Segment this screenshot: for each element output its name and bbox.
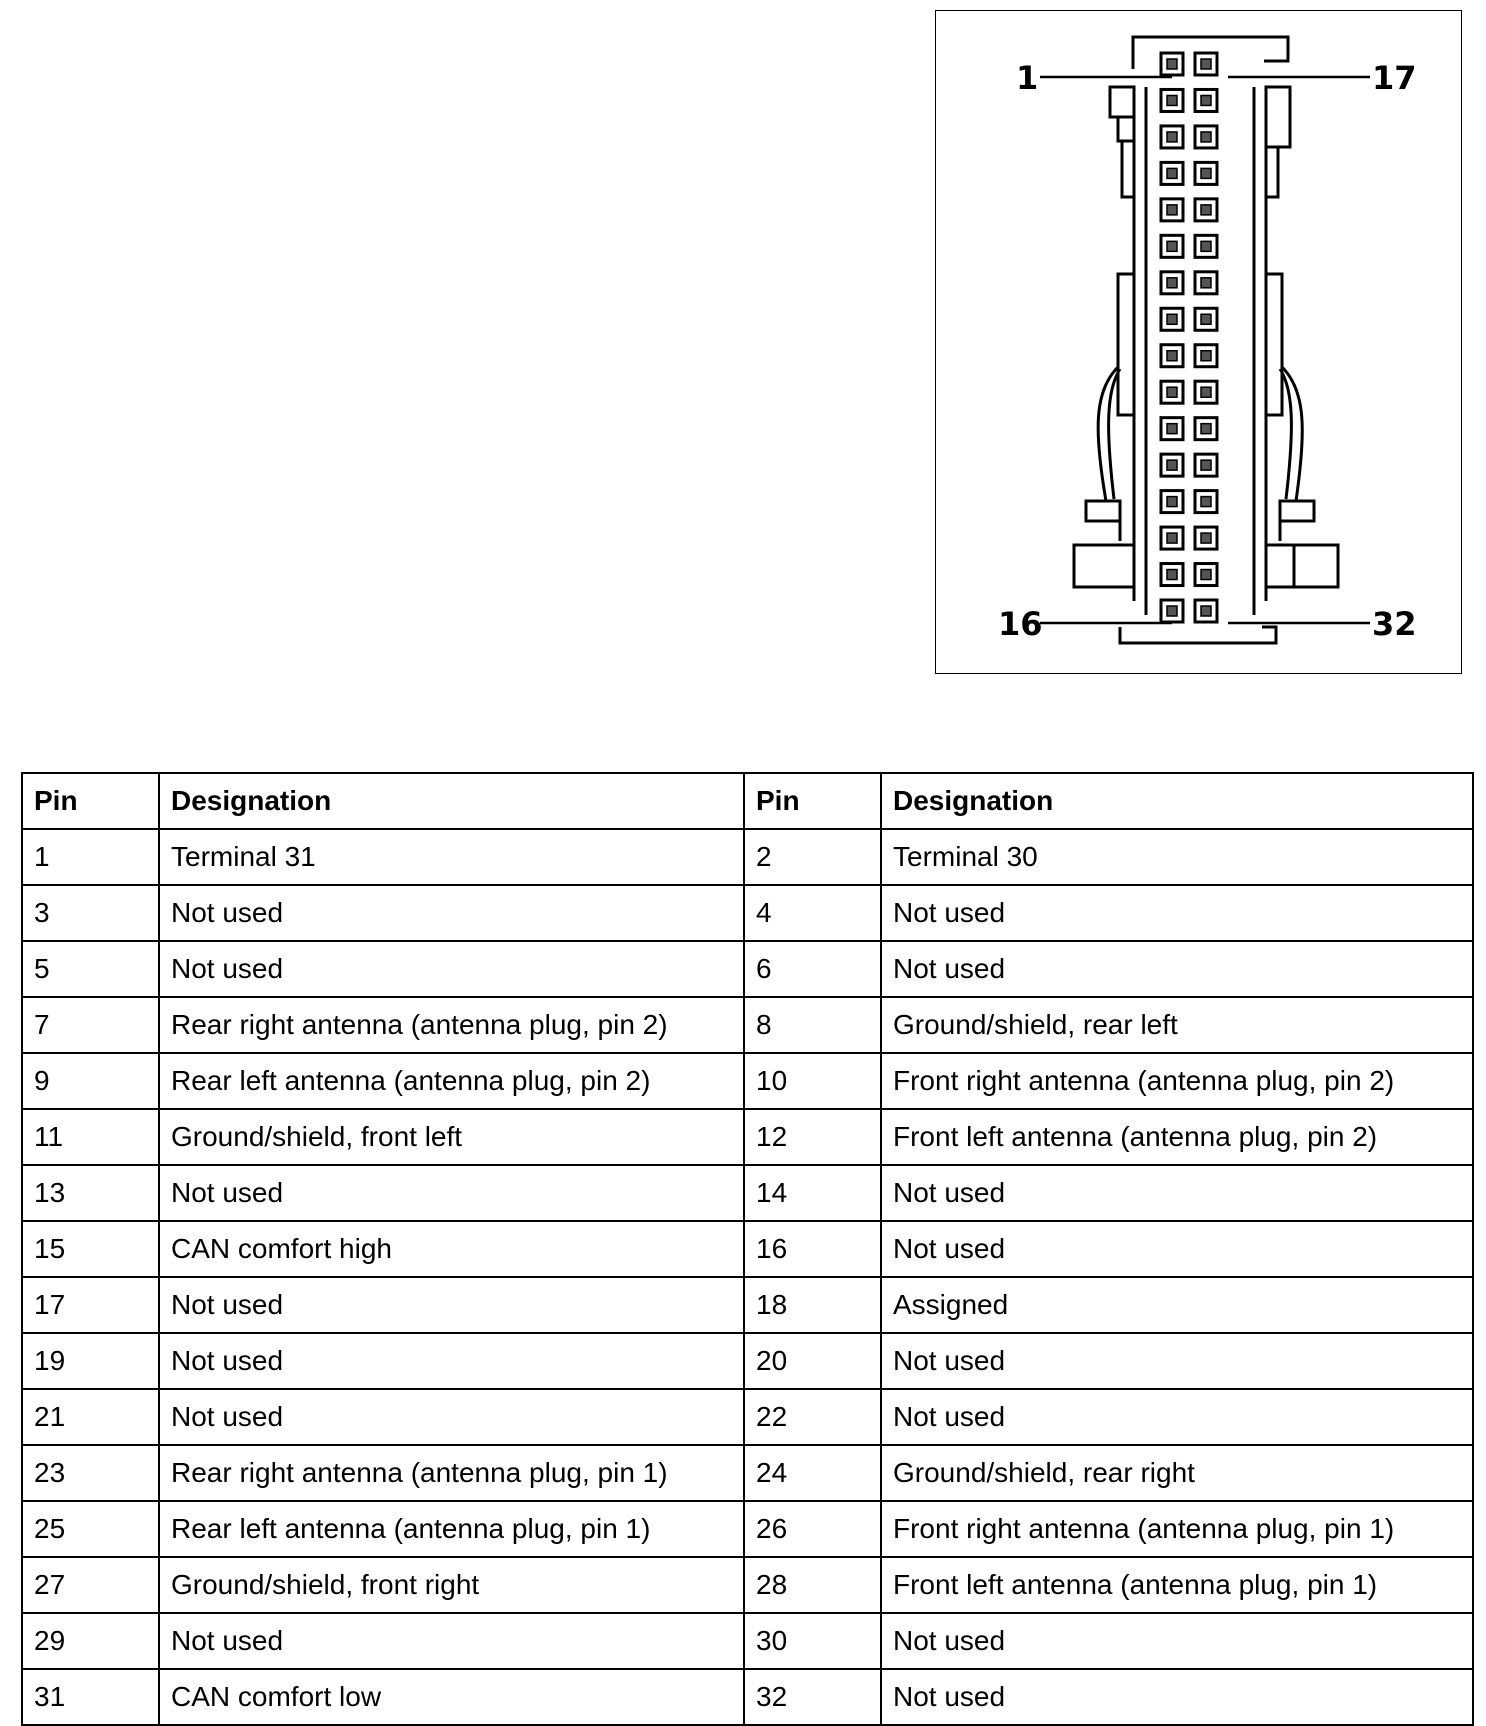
pin-designation: Not used [159, 1389, 744, 1445]
pin-designation: Ground/shield, rear right [881, 1445, 1473, 1501]
pin-number: 31 [22, 1669, 159, 1725]
connector-pin-contact [1201, 95, 1211, 105]
table-row [22, 1165, 1473, 1221]
pin-designation: Not used [881, 1389, 1473, 1445]
pin-number: 18 [744, 1277, 881, 1333]
header-designation: Designation [881, 773, 1473, 829]
pin-designation: Assigned [881, 1277, 1473, 1333]
connector-pin-contact [1167, 132, 1177, 142]
pin-number: 28 [744, 1557, 881, 1613]
pin-designation: Rear left antenna (antenna plug, pin 1) [159, 1501, 744, 1557]
table-row [22, 1613, 1473, 1669]
pin-number: 15 [22, 1221, 159, 1277]
table-row [22, 829, 1473, 885]
pin-designation: Rear right antenna (antenna plug, pin 2) [159, 997, 744, 1053]
pin-grid [1161, 53, 1217, 622]
pin-number: 26 [744, 1501, 881, 1557]
connector-pin-contact [1167, 59, 1177, 69]
pin-designation: Terminal 31 [159, 829, 744, 885]
pin-number: 6 [744, 941, 881, 997]
pin-designation: Ground/shield, front right [159, 1557, 744, 1613]
table-row [22, 1053, 1473, 1109]
pin-number: 20 [744, 1333, 881, 1389]
pin-designation: CAN comfort high [159, 1221, 744, 1277]
pin-number: 13 [22, 1165, 159, 1221]
pin-designation: Not used [881, 1165, 1473, 1221]
pin-number: 7 [22, 997, 159, 1053]
pin-number: 3 [22, 885, 159, 941]
pin-designation: Not used [159, 885, 744, 941]
pin-designation: Not used [159, 1277, 744, 1333]
connector-pin-contact [1167, 95, 1177, 105]
connector-pin-contact [1167, 497, 1177, 507]
header-designation: Designation [159, 773, 744, 829]
label-pin-32: 32 [1372, 605, 1417, 643]
pin-number: 19 [22, 1333, 159, 1389]
connector-diagram [935, 10, 1462, 674]
connector-pin-contact [1201, 59, 1211, 69]
label-pin-17: 17 [1372, 59, 1417, 97]
table-row [22, 1221, 1473, 1277]
table-row [22, 1445, 1473, 1501]
pin-number: 16 [744, 1221, 881, 1277]
pin-number: 17 [22, 1277, 159, 1333]
pin-designation: Not used [159, 1333, 744, 1389]
connector-pin-contact [1201, 241, 1211, 251]
pin-number: 21 [22, 1389, 159, 1445]
pin-number: 32 [744, 1669, 881, 1725]
pin-number: 8 [744, 997, 881, 1053]
pin-number: 5 [22, 941, 159, 997]
table-row [22, 1669, 1473, 1725]
pin-number: 25 [22, 1501, 159, 1557]
connector-pin-contact [1201, 497, 1211, 507]
connector-pin-contact [1167, 460, 1177, 470]
pin-designation: Front right antenna (antenna plug, pin 2) [881, 1053, 1473, 1109]
pin-number: 27 [22, 1557, 159, 1613]
pin-designation: Terminal 30 [881, 829, 1473, 885]
table-row [22, 1277, 1473, 1333]
table-row [22, 1389, 1473, 1445]
pin-number: 11 [22, 1109, 159, 1165]
connector-pin-contact [1201, 387, 1211, 397]
connector-pin-contact [1201, 351, 1211, 361]
connector-pin-contact [1167, 205, 1177, 215]
pin-number: 22 [744, 1389, 881, 1445]
pin-number: 30 [744, 1613, 881, 1669]
pin-designation: Front left antenna (antenna plug, pin 2) [881, 1109, 1473, 1165]
pin-number: 23 [22, 1445, 159, 1501]
pin-designation: Ground/shield, front left [159, 1109, 744, 1165]
connector-pin-contact [1201, 424, 1211, 434]
pin-designation: Not used [881, 1613, 1473, 1669]
connector-pin-contact [1201, 278, 1211, 288]
connector-pin-contact [1167, 606, 1177, 616]
pin-designation: Not used [881, 1221, 1473, 1277]
table-row [22, 1501, 1473, 1557]
connector-pin-contact [1201, 460, 1211, 470]
connector-pin-contact [1167, 168, 1177, 178]
pin-designation: Not used [881, 941, 1473, 997]
pin-number: 9 [22, 1053, 159, 1109]
pin-number: 2 [744, 829, 881, 885]
pin-number: 24 [744, 1445, 881, 1501]
connector-pin-contact [1167, 241, 1177, 251]
pin-designation: Not used [159, 941, 744, 997]
pin-number: 10 [744, 1053, 881, 1109]
table-row [22, 885, 1473, 941]
pin-designation: Ground/shield, rear left [881, 997, 1473, 1053]
connector-pin-contact [1167, 314, 1177, 324]
connector-pin-contact [1201, 314, 1211, 324]
pin-designation: CAN comfort low [159, 1669, 744, 1725]
table-body [22, 829, 1473, 1725]
header-pin: Pin [22, 773, 159, 829]
connector-pin-contact [1167, 570, 1177, 580]
table-header-row [22, 773, 1473, 829]
table-row [22, 1557, 1473, 1613]
pin-designation: Not used [881, 1669, 1473, 1725]
pin-number: 4 [744, 885, 881, 941]
connector-pin-contact [1201, 606, 1211, 616]
connector-pin-contact [1167, 533, 1177, 543]
pin-designation: Not used [159, 1165, 744, 1221]
pin-number: 29 [22, 1613, 159, 1669]
pin-designation: Rear right antenna (antenna plug, pin 1) [159, 1445, 744, 1501]
pin-number: 14 [744, 1165, 881, 1221]
pin-designation: Front right antenna (antenna plug, pin 1) [881, 1501, 1473, 1557]
pin-designation: Not used [881, 885, 1473, 941]
header-pin: Pin [744, 773, 881, 829]
label-pin-1: 1 [1016, 59, 1039, 97]
connector-pin-contact [1201, 570, 1211, 580]
table-row [22, 1109, 1473, 1165]
table-row [22, 1333, 1473, 1389]
connector-pin-contact [1201, 533, 1211, 543]
connector-pin-contact [1201, 205, 1211, 215]
connector-pin-contact [1167, 387, 1177, 397]
pin-assignment-table [21, 772, 1474, 1726]
connector-pin-contact [1167, 424, 1177, 434]
pin-number: 12 [744, 1109, 881, 1165]
table-row [22, 997, 1473, 1053]
pin-number: 1 [22, 829, 159, 885]
pin-designation: Not used [881, 1333, 1473, 1389]
table-row [22, 941, 1473, 997]
label-pin-16: 16 [998, 605, 1043, 643]
connector-drawing [936, 11, 1463, 675]
connector-pin-contact [1201, 168, 1211, 178]
pin-designation: Front left antenna (antenna plug, pin 1) [881, 1557, 1473, 1613]
connector-pin-contact [1201, 132, 1211, 142]
pin-designation: Rear left antenna (antenna plug, pin 2) [159, 1053, 744, 1109]
pin-designation: Not used [159, 1613, 744, 1669]
connector-pin-contact [1167, 351, 1177, 361]
connector-pin-contact [1167, 278, 1177, 288]
